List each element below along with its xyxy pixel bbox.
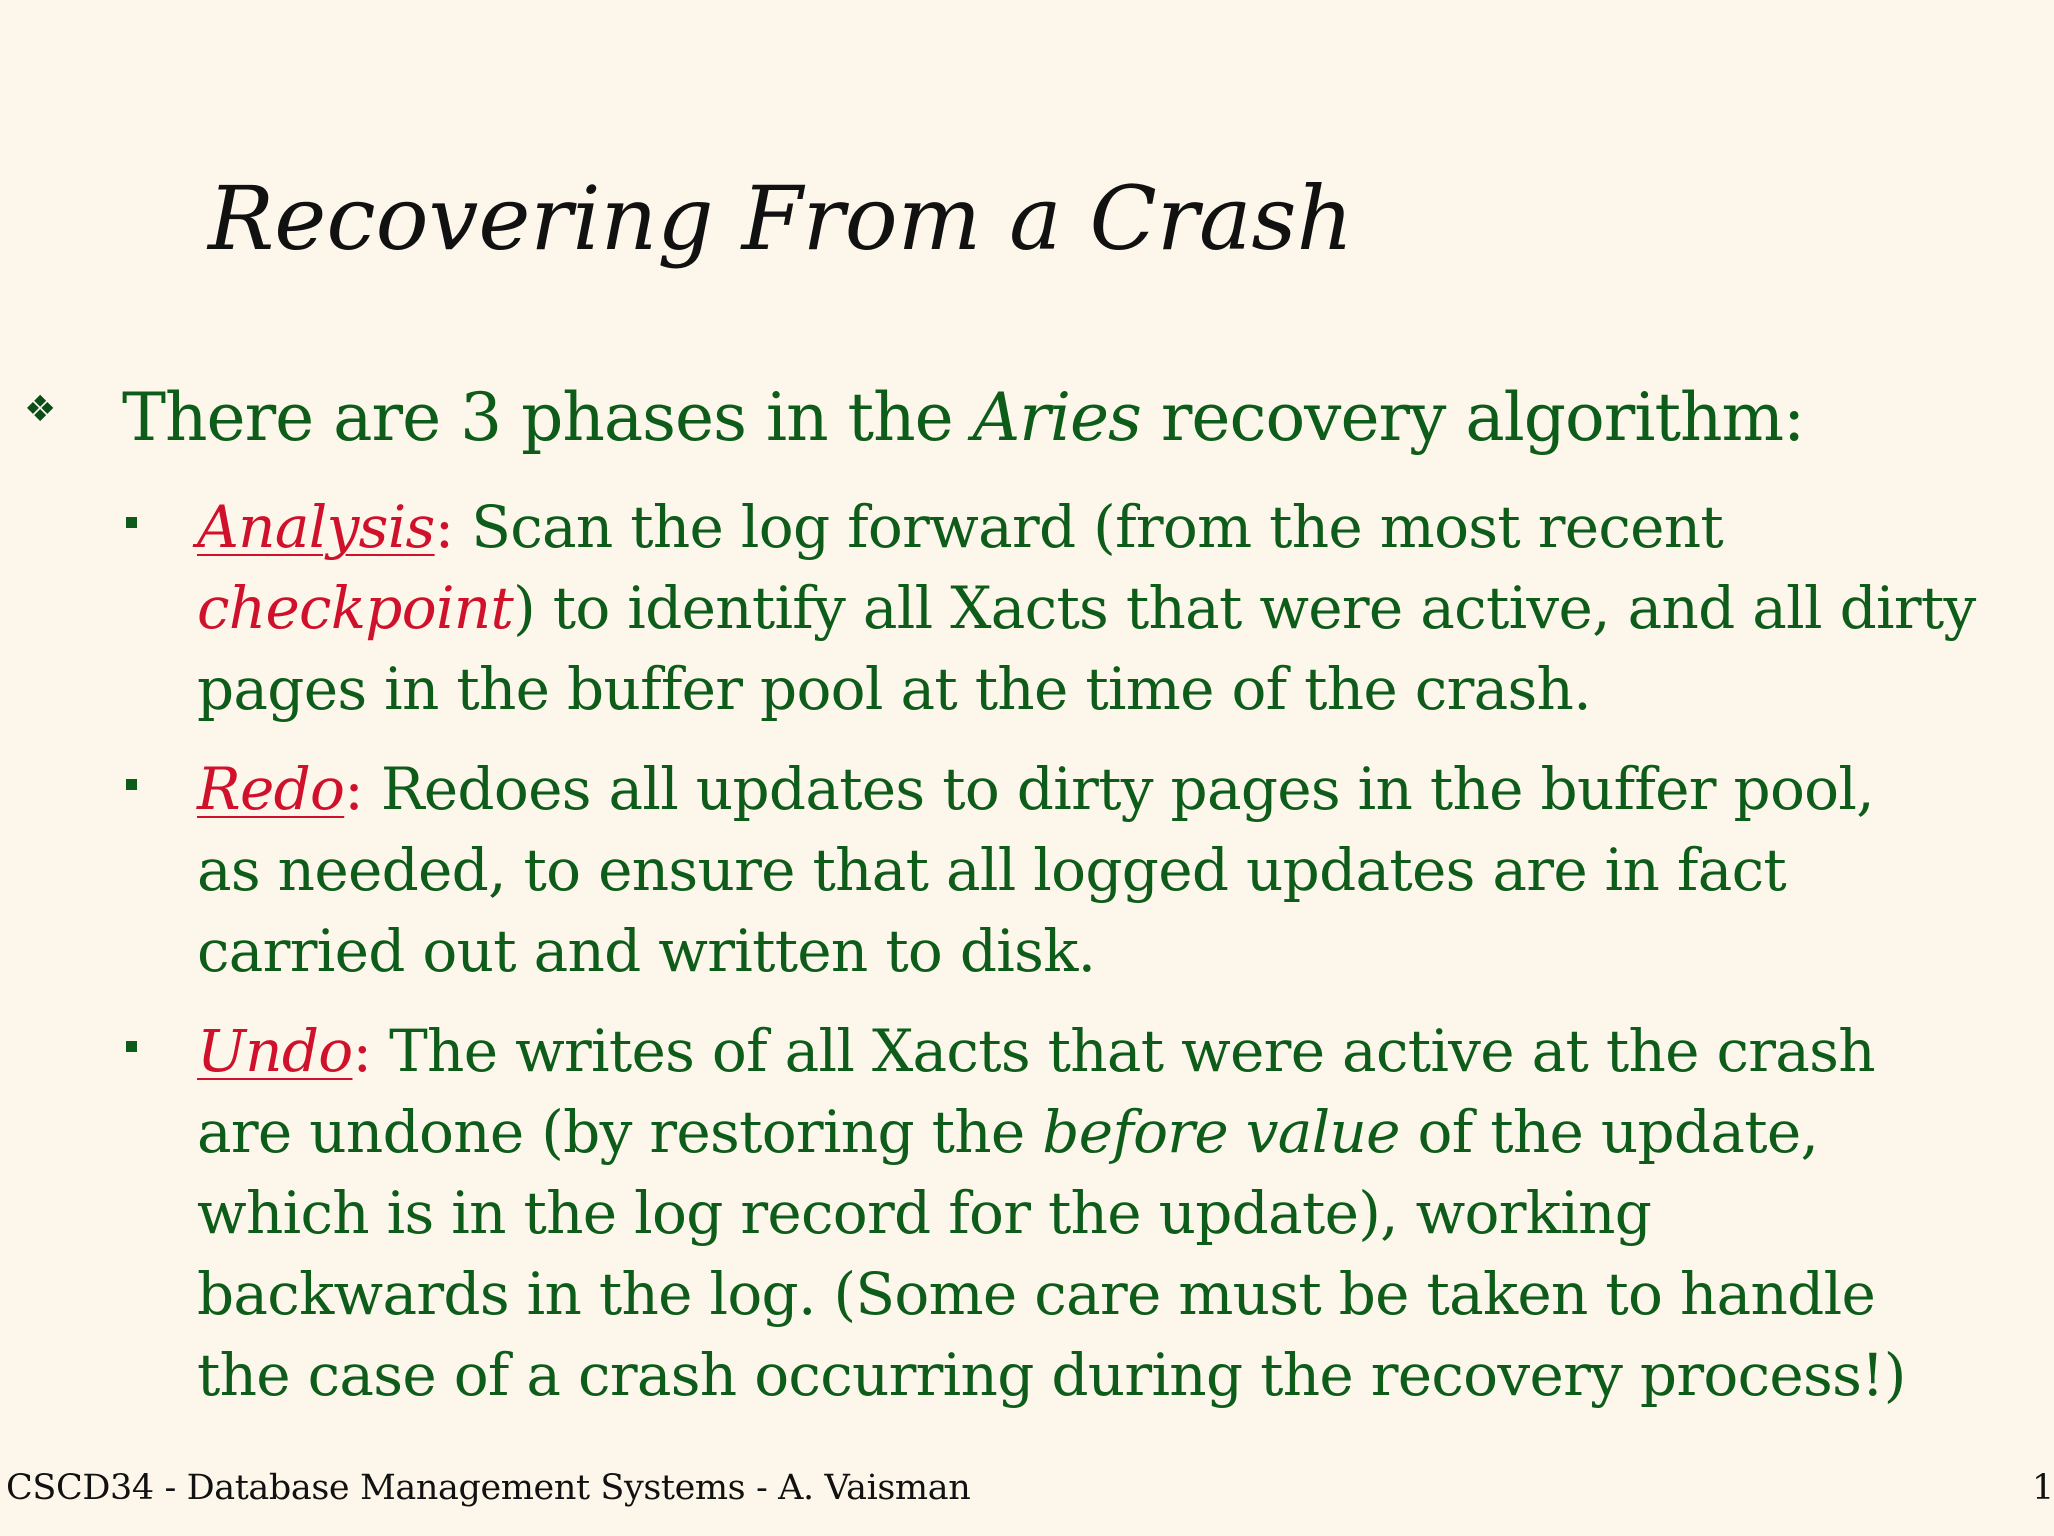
analysis-colon: : bbox=[434, 493, 454, 561]
redo-phase bbox=[126, 749, 2006, 992]
before-value-term: before value bbox=[1042, 1098, 1400, 1166]
analysis-description bbox=[197, 487, 1997, 730]
main-point-text bbox=[122, 378, 1804, 459]
undo-line-2 bbox=[197, 1092, 1997, 1173]
analysis-text-1: Scan the log forward (from the most recent bbox=[453, 493, 1724, 561]
aries-term: Aries bbox=[972, 379, 1141, 456]
redo-line-2: as needed, to ensure that all logged updates are in fact bbox=[197, 836, 1786, 904]
redo-line-1 bbox=[197, 749, 1997, 830]
redo-line-3: carried out and written to disk. bbox=[197, 917, 1096, 985]
undo-term: Undo bbox=[197, 1017, 353, 1085]
analysis-line-2 bbox=[197, 568, 1997, 649]
main-point-leading-text: There are 3 phases in the bbox=[122, 379, 973, 456]
main-point-trailing-text: recovery algorithm: bbox=[1140, 379, 1805, 456]
redo-description bbox=[197, 749, 1997, 992]
undo-text-1: The writes of all Xacts that were active at the crash bbox=[371, 1017, 1875, 1085]
square-bullet-icon bbox=[126, 779, 137, 790]
analysis-text-2: ) to identify all Xacts that were active, and all dirty bbox=[513, 574, 1976, 642]
undo-line-3: which is in the log record for the update), working bbox=[197, 1179, 1652, 1247]
undo-line-1 bbox=[197, 1011, 1997, 1092]
main-bullet-point bbox=[24, 378, 2014, 459]
square-bullet-icon bbox=[126, 517, 137, 528]
analysis-line-3: pages in the buffer pool at the time of the crash. bbox=[197, 655, 1591, 723]
undo-phase bbox=[126, 1011, 2006, 1416]
undo-line-4: backwards in the log. (Some care must be taken to handle bbox=[197, 1260, 1876, 1328]
analysis-phase bbox=[126, 487, 2006, 730]
redo-colon: : bbox=[344, 755, 364, 823]
undo-description bbox=[197, 1011, 1997, 1416]
square-bullet-icon bbox=[126, 1041, 137, 1052]
undo-text-2b: of the update, bbox=[1399, 1098, 1819, 1166]
diamond-bullet-icon: ❖ bbox=[24, 389, 57, 430]
slide-page-number: 1 bbox=[2032, 1468, 2054, 1508]
analysis-line-1 bbox=[197, 487, 1997, 568]
footer-course-info: CSCD34 - Database Management Systems - A. Vaisman bbox=[6, 1468, 971, 1508]
undo-line-5: the case of a crash occurring during the recovery process!) bbox=[197, 1341, 1906, 1409]
undo-text-2a: are undone (by restoring the bbox=[197, 1098, 1043, 1166]
undo-colon: : bbox=[352, 1017, 372, 1085]
redo-text-1: Redoes all updates to dirty pages in the buffer pool, bbox=[363, 755, 1874, 823]
slide-title: Recovering From a Crash bbox=[208, 167, 1354, 270]
analysis-term: Analysis bbox=[197, 493, 435, 561]
checkpoint-term: checkpoint bbox=[197, 574, 514, 642]
redo-term: Redo bbox=[197, 755, 345, 823]
